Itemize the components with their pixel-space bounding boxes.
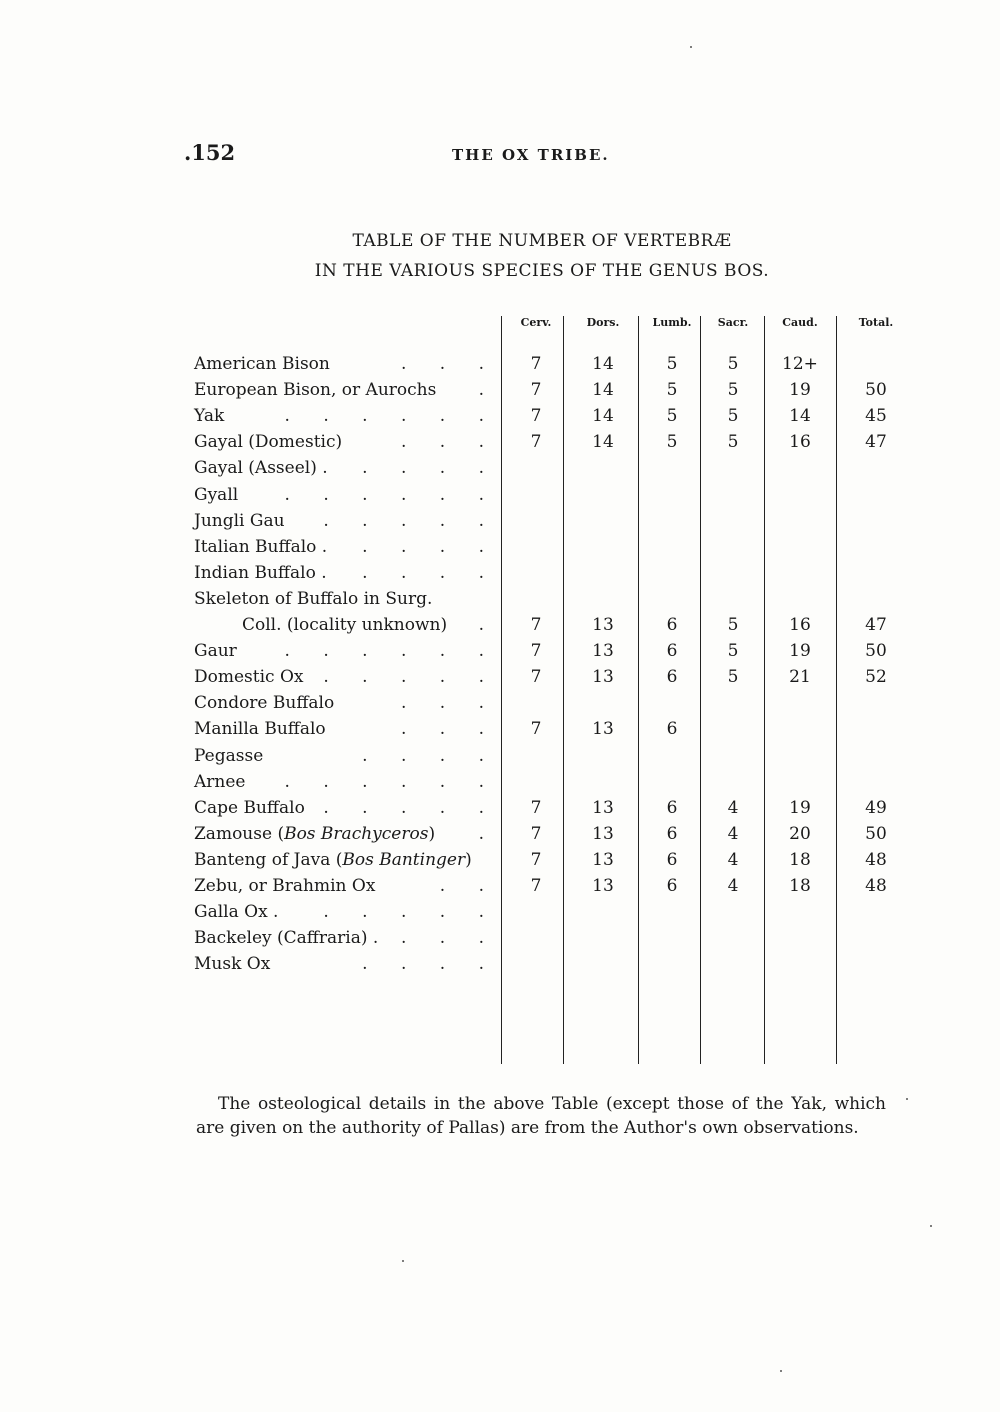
- table-cell: 4: [727, 797, 739, 818]
- row-label-text: Gayal (Domestic): [194, 432, 343, 453]
- row-label-text: Pegasse: [194, 745, 264, 766]
- leader-dots: .: [478, 615, 498, 635]
- column-header: Dors.: [586, 316, 620, 329]
- table-cell: 50: [865, 380, 887, 401]
- table-cell: 50: [865, 641, 887, 662]
- leader-dots: . . .: [400, 719, 498, 740]
- table-cell: 13: [592, 719, 614, 740]
- table-cell: 13: [592, 823, 614, 844]
- leader-dots: . . . . .: [323, 510, 498, 531]
- table-cell: 13: [592, 667, 614, 688]
- table-cell: 7: [530, 380, 542, 401]
- row-label: [194, 485, 504, 505]
- table-cell: 14: [789, 406, 811, 427]
- row-label-text: Galla Ox .: [194, 902, 279, 923]
- row-label: [194, 928, 504, 948]
- row-label-text: Banteng of Java (Bos Bantinger): [194, 849, 472, 870]
- leader-dots: .: [478, 823, 498, 844]
- table-cell: 5: [666, 406, 678, 427]
- table-cell: 19: [789, 380, 811, 401]
- row-label-text: Cape Buffalo: [194, 797, 305, 818]
- table-cell: 14: [592, 406, 614, 427]
- row-label: [194, 380, 504, 400]
- leader-dots: . . .: [400, 693, 498, 714]
- table-cell: 47: [865, 432, 887, 453]
- table-cell: 18: [789, 876, 811, 896]
- table-cell: 19: [789, 641, 811, 662]
- table-cell: 14: [592, 354, 614, 374]
- print-speck: [780, 1370, 782, 1372]
- row-label: [194, 589, 504, 609]
- table-cell: 5: [666, 380, 678, 401]
- table-cell: 6: [666, 615, 678, 635]
- column-rule: [700, 316, 701, 1064]
- row-label: [194, 850, 504, 870]
- row-label-text: Gayal (Asseel) .: [194, 458, 328, 479]
- row-label: [194, 537, 504, 557]
- column-rule: [638, 316, 639, 1064]
- table-cell: 7: [530, 641, 542, 662]
- leader-dots: . . . . .: [323, 797, 498, 818]
- running-head: THE OX TRIBE.: [452, 146, 610, 164]
- row-label-text: Coll. (locality unknown): [242, 615, 448, 635]
- table-cell: 21: [789, 667, 811, 688]
- table-cell: 5: [727, 406, 739, 427]
- print-speck: [402, 1260, 404, 1262]
- table-cell: 52: [865, 667, 887, 688]
- column-header: Lumb.: [652, 316, 692, 329]
- leader-dots: . . . .: [362, 562, 498, 583]
- table-cell: 7: [530, 615, 542, 635]
- row-label-text: Yak: [194, 406, 225, 427]
- column-header: Total.: [858, 316, 894, 329]
- row-label: [194, 902, 504, 922]
- table-cell: 20: [789, 823, 811, 844]
- row-label: [194, 876, 504, 896]
- leader-dots: . .: [439, 876, 498, 896]
- table-cell: 7: [530, 354, 542, 374]
- table-cell: 14: [592, 380, 614, 401]
- leader-dots: .: [478, 380, 498, 401]
- row-label-text: Musk Ox: [194, 954, 271, 975]
- table-cell: 49: [865, 797, 887, 818]
- row-label: [194, 693, 504, 713]
- row-label: [194, 798, 504, 818]
- table-cell: 18: [789, 849, 811, 870]
- table-cell: 6: [666, 876, 678, 896]
- row-label: [194, 615, 504, 635]
- row-label: [194, 772, 504, 792]
- row-label-text: Condore Buffalo: [194, 693, 335, 714]
- table-cell: 5: [727, 354, 739, 374]
- column-rule: [563, 316, 564, 1064]
- leader-dots: . . .: [400, 354, 498, 374]
- row-label-text: Backeley (Caffraria) .: [194, 928, 379, 949]
- row-label-text: Zebu, or Brahmin Ox: [194, 876, 376, 896]
- row-label: [194, 458, 504, 478]
- table-cell: 7: [530, 849, 542, 870]
- table-cell: 7: [530, 876, 542, 896]
- table-cell: 7: [530, 406, 542, 427]
- row-label-text: Manilla Buffalo: [194, 719, 326, 740]
- table-cell: 12+: [782, 354, 818, 374]
- row-label: [194, 354, 504, 374]
- table-cell: 7: [530, 667, 542, 688]
- leader-dots: . . . . . .: [284, 484, 498, 505]
- row-label-text: European Bison, or Aurochs: [194, 380, 437, 401]
- table-cell: 4: [727, 876, 739, 896]
- leader-dots: . . . .: [362, 954, 498, 975]
- table-cell: 5: [727, 641, 739, 662]
- row-label-text: Italian Buffalo .: [194, 536, 328, 557]
- table-cell: 7: [530, 797, 542, 818]
- leader-dots: . . . . .: [323, 667, 498, 688]
- table-cell: 14: [592, 432, 614, 453]
- row-label-text: Zamouse (Bos Brachyceros): [194, 823, 436, 844]
- table-cell: 5: [727, 432, 739, 453]
- row-label: [194, 954, 504, 974]
- leader-dots: . . . .: [362, 536, 498, 557]
- column-rule: [836, 316, 837, 1064]
- table-cell: 7: [530, 432, 542, 453]
- page-number: .152: [184, 140, 236, 165]
- row-label-text: Arnee: [194, 771, 246, 792]
- table-cell: 19: [789, 797, 811, 818]
- table-cell: 5: [727, 667, 739, 688]
- table-cell: 6: [666, 641, 678, 662]
- print-speck: [690, 46, 692, 48]
- row-label: [194, 563, 504, 583]
- table-cell: 13: [592, 876, 614, 896]
- table-cell: 6: [666, 823, 678, 844]
- table-cell: 5: [727, 615, 739, 635]
- table-cell: 48: [865, 876, 887, 896]
- footnote-text: The osteological details in the above Table (except those of the Yak, which are given on the authority of Pallas) are from the Author's own observations.: [196, 1094, 886, 1138]
- row-label-text: Skeleton of Buffalo in Surg.: [194, 588, 433, 609]
- table-cell: 4: [727, 849, 739, 870]
- column-rule: [501, 316, 502, 1064]
- row-label-text: Gyall: [194, 484, 239, 505]
- column-header: Cerv.: [520, 316, 552, 329]
- print-speck: [906, 1098, 908, 1100]
- table-cell: 13: [592, 641, 614, 662]
- row-label: [194, 667, 504, 687]
- table-cell: 7: [530, 719, 542, 740]
- row-label: [194, 746, 504, 766]
- table-cell: 16: [789, 432, 811, 453]
- table-cell: 50: [865, 823, 887, 844]
- table-cell: 5: [666, 354, 678, 374]
- leader-dots: . . . . . .: [284, 641, 498, 662]
- leader-dots: . . . . . .: [284, 406, 498, 427]
- table-cell: 5: [727, 380, 739, 401]
- row-label: [194, 824, 504, 844]
- table-cell: 5: [666, 432, 678, 453]
- column-header: Caud.: [782, 316, 818, 329]
- table-cell: 7: [530, 823, 542, 844]
- leader-dots: . . .: [400, 928, 498, 949]
- footnote: [196, 1092, 886, 1140]
- table-cell: 16: [789, 615, 811, 635]
- column-rule: [764, 316, 765, 1064]
- leader-dots: . . . .: [362, 745, 498, 766]
- row-label-text: Domestic Ox: [194, 667, 304, 688]
- table-cell: 6: [666, 667, 678, 688]
- row-label-text: Indian Buffalo .: [194, 562, 327, 583]
- table-cell: 47: [865, 615, 887, 635]
- table-title-line-2: IN THE VARIOUS SPECIES OF THE GENUS BOS.: [314, 261, 770, 281]
- table-cell: 13: [592, 615, 614, 635]
- row-label-text: Gaur: [194, 641, 237, 662]
- table-cell: 4: [727, 823, 739, 844]
- row-label: [194, 641, 504, 661]
- row-label: [194, 432, 504, 452]
- table-cell: 6: [666, 797, 678, 818]
- table-cell: 45: [865, 406, 887, 427]
- row-label-text: Jungli Gau: [194, 510, 285, 531]
- print-speck: [930, 1225, 932, 1227]
- table-cell: 6: [666, 849, 678, 870]
- table-cell: 48: [865, 849, 887, 870]
- row-label: [194, 406, 504, 426]
- row-label-text: American Bison: [194, 354, 330, 374]
- table-cell: 13: [592, 797, 614, 818]
- leader-dots: . . .: [400, 432, 498, 453]
- row-label: [194, 511, 504, 531]
- row-label: [194, 719, 504, 739]
- leader-dots: . . . .: [362, 458, 498, 479]
- table-cell: 13: [592, 849, 614, 870]
- leader-dots: . . . . . .: [284, 771, 498, 792]
- leader-dots: . . . . .: [323, 902, 498, 923]
- column-header: Sacr.: [717, 316, 749, 329]
- table-cell: 6: [666, 719, 678, 740]
- table-title-line-1: TABLE OF THE NUMBER OF VERTEBRÆ: [352, 231, 732, 251]
